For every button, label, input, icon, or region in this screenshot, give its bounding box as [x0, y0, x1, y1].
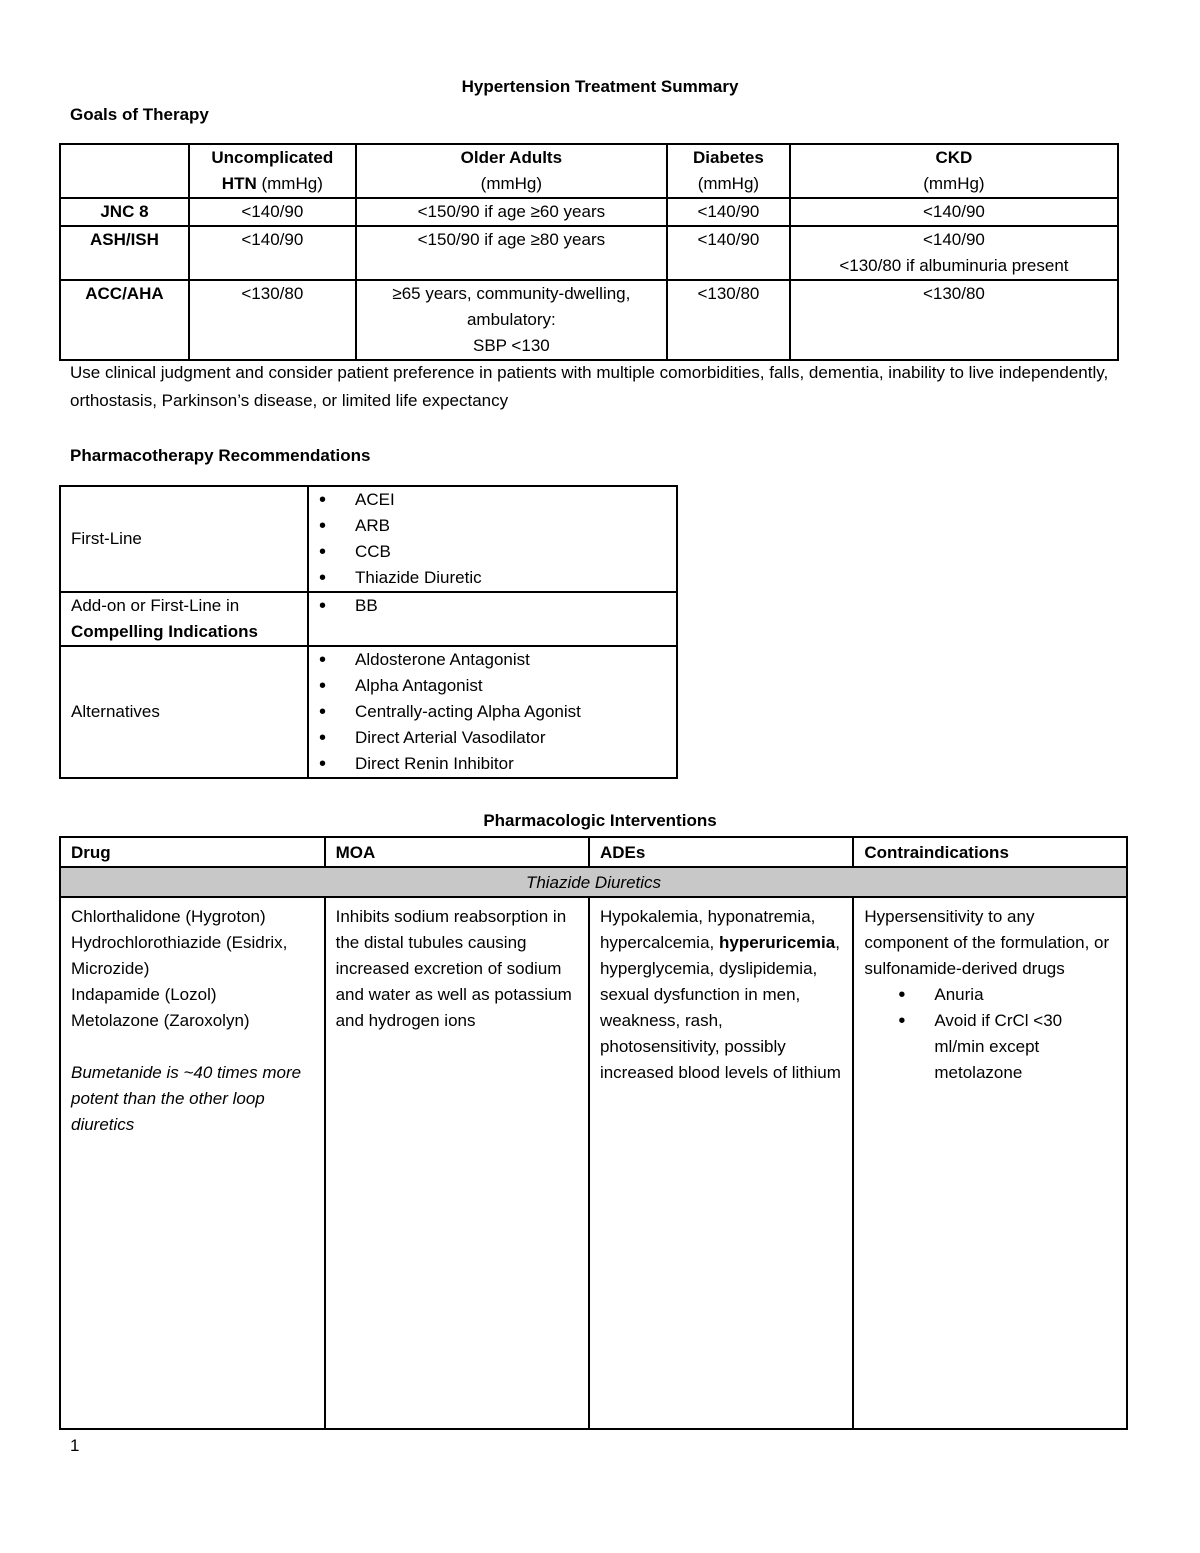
goals-header-row: [60, 144, 1118, 198]
pharmacotherapy-heading: Pharmacotherapy Recommendations: [70, 446, 371, 465]
table-row: [60, 897, 1127, 1429]
goals-col-ckd: CKD (mmHg): [790, 144, 1118, 198]
list-item: • Aldosterone Antagonist: [319, 647, 666, 673]
drug-name: Chlorthalidone (Hygroton): [71, 907, 266, 926]
interventions-header-row: [60, 837, 1127, 867]
drug-name: Metolazone (Zaroxolyn): [71, 1011, 250, 1030]
goals-row-acc-aha: ACC/AHA <130/80 ≥65 years, community-dwelling, ambulatory: SBP <130 <130/80 <130/80: [60, 280, 1118, 360]
contraindications-list: [864, 982, 1116, 1086]
list-item: • ACEI: [319, 487, 666, 513]
goals-row-ash-ish: ASH/ISH <140/90 <150/90 if age ≥80 years <140/90 <140/90 <130/80 if albuminuria present: [60, 226, 1118, 280]
goals-col-older-adults: Older Adults (mmHg): [356, 144, 667, 198]
list-item: • ARB: [319, 513, 666, 539]
goals-col-diabetes: Diabetes (mmHg): [667, 144, 790, 198]
list-item: • CCB: [319, 539, 666, 565]
goals-table: [59, 143, 1119, 361]
goals-row-jnc8: JNC 8 <140/90 <150/90 if age ≥60 years <140/90 <140/90: [60, 198, 1118, 226]
col-header-ades: ADEs: [589, 837, 853, 867]
rx-row-alternatives: Alternatives • Aldosterone Antagonist • Alpha Antagonist • Centrally-acting Alpha Agonist • Direct Arterial Vasodilator • Direct Renin Inhibitor: [60, 646, 677, 778]
interventions-table: [59, 836, 1128, 1430]
goals-corner-cell: [60, 144, 189, 198]
section-thiazide-diuretics: Thiazide Diuretics: [60, 867, 1127, 897]
contraindications-cell: Hypersensitivity to any component of the formulation, or sulfonamide-derived drugs • Anuria • Avoid if CrCl <30 ml/min except metolazone: [853, 897, 1127, 1429]
list-item: • Thiazide Diuretic: [319, 565, 666, 591]
drug-name: Hydrochlorothiazide (Esidrix, Microzide): [71, 933, 288, 978]
drug-cell: [60, 897, 325, 1429]
pharmacotherapy-table: [59, 485, 678, 779]
goals-col-uncomplicated: Uncomplicated HTN (mmHg): [189, 144, 356, 198]
col-header-contraindications: Contraindications: [853, 837, 1127, 867]
list-item: • Anuria: [864, 982, 1116, 1008]
document-title: Hypertension Treatment Summary: [461, 77, 739, 96]
drug-note: Bumetanide is ~40 times more potent than the other loop diuretics: [71, 1063, 302, 1134]
list-item: • BB: [319, 593, 666, 619]
first-line-list: [319, 487, 666, 591]
rx-row-add-on: Add-on or First-Line in Compelling Indications • BB: [60, 592, 677, 646]
add-on-list: [319, 593, 666, 619]
goals-note: Use clinical judgment and consider patient preference in patients with multiple comorbidities, falls, dementia, inability to live independently, orthostasis, Parkinson’s disease, or limited life expectancy: [70, 363, 1109, 410]
moa-cell: Inhibits sodium reabsorption in the distal tubules causing increased excretion of sodium and water as well as potassium and hydrogen ions: [325, 897, 589, 1429]
list-item: • Alpha Antagonist: [319, 673, 666, 699]
page-number: 1: [70, 1436, 80, 1455]
col-header-drug: Drug: [60, 837, 325, 867]
goals-heading: Goals of Therapy: [70, 105, 209, 124]
section-row: [60, 867, 1127, 897]
col-header-moa: MOA: [325, 837, 589, 867]
list-item: • Direct Arterial Vasodilator: [319, 725, 666, 751]
list-item: • Avoid if CrCl <30 ml/min except metolazone: [864, 1008, 1116, 1086]
list-item: • Centrally-acting Alpha Agonist: [319, 699, 666, 725]
alternatives-list: [319, 647, 666, 777]
interventions-heading: Pharmacologic Interventions: [483, 811, 717, 830]
drug-name: Indapamide (Lozol): [71, 985, 217, 1004]
list-item: • Direct Renin Inhibitor: [319, 751, 666, 777]
ades-cell: Hypokalemia, hyponatremia, hypercalcemia, hyperuricemia, hyperglycemia, dyslipidemia, sexual dysfunction in men, weakness, rash, photosensitivity, possibly increased blood levels of lithium: [589, 897, 853, 1429]
rx-row-first-line: First-Line • ACEI • ARB • CCB • Thiazide Diuretic: [60, 486, 677, 592]
